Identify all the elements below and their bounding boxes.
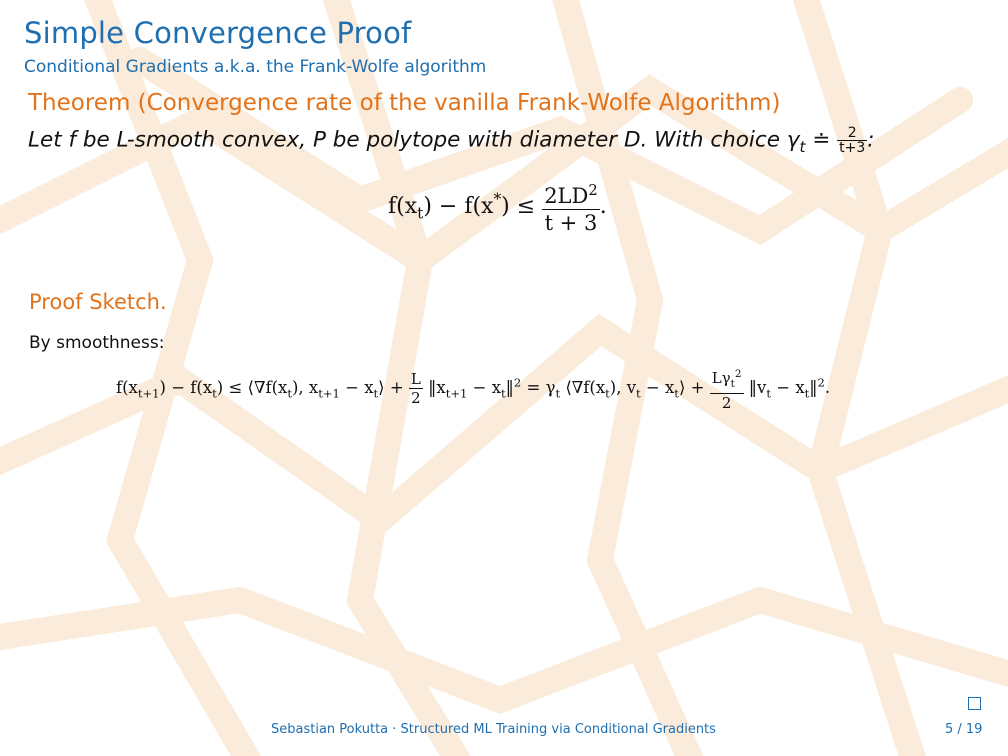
page-subtitle: Conditional Gradients a.k.a. the Frank-Wolfe algorithm	[24, 57, 487, 77]
eq-sq-b: 2	[817, 375, 825, 390]
eq-part5b: − x	[467, 378, 501, 397]
smoothness-equation	[116, 365, 830, 412]
eq-part2: ) − f(x	[159, 378, 213, 397]
gamma-sq-num-sub: t	[730, 378, 735, 390]
eq-part7: ‖x	[422, 378, 446, 397]
gamma-sq-num-sup: 2	[734, 368, 742, 380]
bound-numerator	[542, 178, 600, 210]
eq-sub-t-d: t	[501, 386, 506, 401]
eq-part1: f(x	[116, 378, 138, 397]
convergence-bound	[388, 178, 607, 236]
step-size-numerator: 2	[837, 126, 867, 141]
theorem-heading: Theorem (Convergence rate of the vanilla Frank-Wolfe Algorithm)	[28, 90, 781, 116]
step-size-denominator: t+3	[839, 140, 866, 156]
half-l-fraction	[409, 370, 423, 407]
eq-sq-a: 2	[513, 375, 522, 390]
gamma-subscript: t	[799, 137, 806, 156]
eq-sub-t-f: t	[605, 386, 610, 401]
eq-part5d: − x	[771, 378, 805, 397]
gamma-sq-fraction	[710, 365, 744, 412]
step-size-fraction	[837, 126, 867, 155]
bound-fraction	[542, 178, 600, 236]
page-number: 5 / 19	[945, 722, 983, 737]
bound-rhs-open: ) ≤	[501, 194, 543, 219]
eq-sub-t-a: t	[212, 386, 217, 401]
bound-mid: ) − f(x	[423, 194, 494, 219]
square-outline-icon[interactable]	[968, 697, 981, 710]
eq-end: .	[824, 378, 831, 397]
eq-sub-t-e: t	[555, 386, 561, 401]
eq-sub-t1-b: t+1	[318, 386, 340, 401]
bound-star: *	[493, 190, 502, 209]
proof-heading: Proof Sketch.	[29, 290, 167, 314]
eq-sub-t-b: t	[287, 386, 292, 401]
bound-denominator: t + 3	[544, 211, 598, 235]
footer-text: Sebastian Pokutta · Structured ML Training via Conditional Gradients	[271, 722, 716, 737]
gamma-sq-num-text: Lγ	[711, 369, 731, 387]
defeq-symbol: ≐	[805, 127, 838, 153]
gamma-sq-num	[710, 365, 744, 394]
eq-sub-t-i: t	[766, 386, 772, 401]
bound-lhs-sub: t	[417, 204, 424, 223]
statement-prefix: Let f be L-smooth convex, P be polytope with diameter D. With choice γ	[28, 127, 800, 153]
eq-part13: ‖v	[743, 378, 767, 397]
eq-sub-t-h: t	[674, 386, 679, 401]
page-title: Simple Convergence Proof	[24, 16, 412, 50]
half-l-den: 2	[411, 389, 421, 407]
theorem-statement	[28, 126, 875, 156]
eq-sub-t-g: t	[636, 386, 641, 401]
gamma-sq-den: 2	[721, 394, 732, 412]
eq-sub-t1-c: t+1	[445, 386, 468, 401]
bound-numerator-text: 2LD	[544, 184, 589, 208]
eq-sub-t-j: t	[804, 386, 810, 401]
eq-part8: ‖	[505, 378, 514, 397]
eq-part9: = γ	[521, 378, 556, 397]
eq-part6: ⟩ +	[378, 378, 409, 397]
eq-part11: ), v	[609, 378, 637, 397]
statement-suffix: :	[867, 127, 875, 153]
eq-part4: ), x	[291, 378, 319, 397]
eq-sub-t1-a: t+1	[137, 386, 160, 401]
eq-part5: − x	[339, 378, 374, 397]
eq-part10: ⟨∇f(x	[560, 378, 606, 397]
smoothness-label: By smoothness:	[29, 333, 165, 353]
bound-end: .	[599, 194, 607, 219]
eq-part3: ) ≤ ⟨∇f(x	[216, 378, 288, 397]
eq-part12: ⟩ +	[678, 378, 710, 397]
eq-part8b: ‖	[809, 378, 818, 397]
bound-lhs: f(x	[388, 194, 418, 219]
half-l-num: L	[410, 370, 421, 388]
eq-part5c: − x	[640, 378, 675, 397]
bound-numerator-sup: 2	[588, 182, 598, 199]
eq-sub-t-c: t	[373, 386, 379, 401]
